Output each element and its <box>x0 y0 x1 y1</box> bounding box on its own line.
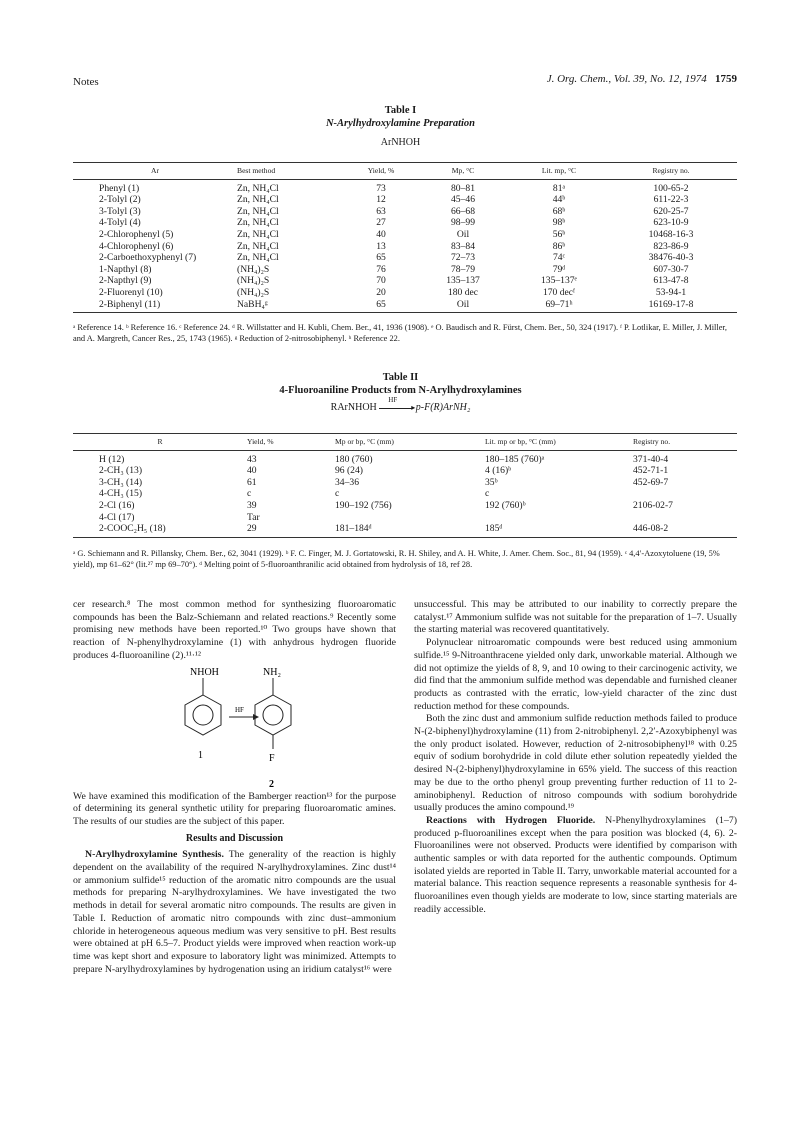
table2-footnote: ᵃ G. Schiemann and R. Pillansky, Chem. Ber., 62, 3041 (1929). ᵇ F. C. Finger, M. J. Gortatowski, R. H. Shiley, and A. H. White, J. Amer. Chem. Soc., 81, 94 (1959). ᶜ 4,4′-Azoxytoluene (19, 5% yield), mp 61–62° (lit.²⁷ mp 69–70°). ᵈ Melting point of 5-fluoroanthranilic acid obtained from hydrolysis of 18, ref 28. <box>73 549 720 570</box>
table1-row-cell: Oil <box>413 299 513 313</box>
table1-col-mp: Mp, °C <box>413 163 513 180</box>
benzene-ring-2 <box>255 695 291 735</box>
table1-row-cell: 98ᵇ <box>552 217 566 229</box>
table2-row <box>73 523 737 537</box>
reaction-scheme <box>73 663 396 791</box>
table1-row <box>73 206 737 218</box>
table2-label: Table II <box>382 372 419 383</box>
table2-row <box>73 450 737 465</box>
table2-row-cell <box>633 512 737 524</box>
table2 <box>73 433 737 538</box>
table1-row <box>73 217 737 229</box>
table1-row-cell: Phenyl (1) <box>99 182 140 194</box>
table1-row-cell: 170 decᶠ <box>542 286 576 298</box>
table1-row-cell: 2-Napthyl (9) <box>99 275 152 287</box>
table1-col-ar: Ar <box>73 163 237 180</box>
scheme-label-2: 2 <box>269 778 274 790</box>
table1-row-cell: 81ᵃ <box>552 182 566 194</box>
table1-row-cell: 2-Carboethoxyphenyl (7) <box>99 252 197 264</box>
table2-arrow: HF ▸ <box>379 407 413 409</box>
table1 <box>73 162 737 313</box>
table2-col-registry: Registry no. <box>633 434 737 451</box>
table2-row-cell <box>633 488 737 500</box>
table2-row-cell: 452-69-7 <box>633 476 669 488</box>
table1-row-cell: Zn, NH₄Cl <box>237 217 279 229</box>
hf-reactions-paragraph <box>414 815 737 917</box>
biphenyl-paragraph: Both the zinc dust and ammonium sulfide reduction methods failed to produce N-(2-biphenyl)hydroxylamine (11) from 2-nitrobiphenyl. 2,2′-Azoxybiphenyl was the only product isolated. However, reduction of 2-nitrosobiphenyl¹⁸ with 0.25 equiv of sodium borohydride in cold dilute ether solution repeatedly yielded the desired N-(2-biphenyl)hydroxylamine in 65% yield. The success of this reaction may be due to the ortho phenyl group preventing further reduction of 11 to 2-aminobiphenyl. Reduction of nitroso compounds with sodium borohydride usually produces the amino compound.¹⁹ <box>414 713 737 814</box>
table1-row-cell: 53-94-1 <box>655 286 687 298</box>
table2-row-cell: 4 (16)ᵇ <box>485 465 512 477</box>
table1-row-cell: 10468-16-3 <box>648 228 694 240</box>
table2-row-cell: 29 <box>247 523 335 537</box>
table1-row-cell: 2-Biphenyl (11) <box>73 299 237 313</box>
table1-row-cell: (NH₄)₂S <box>237 286 270 298</box>
table2-row-cell <box>335 512 485 524</box>
section-heading: Results and Discussion <box>185 832 284 844</box>
table1-row-cell: 2-Fluorenyl (10) <box>99 286 163 298</box>
table1-row-cell: 98–99 <box>451 217 475 229</box>
table2-row-cell: 2106-02-7 <box>633 499 673 511</box>
table2-row <box>73 512 737 524</box>
table1-row-cell: 2-Chlorophenyl (5) <box>99 228 174 240</box>
table2-col-yield: Yield, % <box>247 434 335 451</box>
running-header-right <box>547 73 737 85</box>
table1-row-cell: 607-30-7 <box>653 263 689 275</box>
table1-row-cell: 135–137 <box>446 275 480 287</box>
table2-caption <box>0 371 801 397</box>
benzene-ring-1 <box>185 695 221 735</box>
table1-row <box>73 179 737 194</box>
table1-row-cell: 73 <box>376 182 386 194</box>
table1-row-cell: 63 <box>376 205 386 217</box>
right-column <box>414 599 737 917</box>
table1-row-cell: 80–81 <box>451 182 475 194</box>
table2-body <box>73 450 737 537</box>
table1-row-cell: 68ᵇ <box>552 205 566 217</box>
table2-row-cell: Tar <box>247 511 260 523</box>
table1-row-cell: 623-10-9 <box>653 217 689 229</box>
synthesis-paragraph <box>73 849 396 976</box>
table1-row-cell: 45–46 <box>451 194 475 206</box>
table1-row-cell: 38476-40-3 <box>648 252 694 264</box>
table1-col-litmp: Lit. mp, °C <box>513 163 605 180</box>
table1-row-cell: Zn, NH₄Cl <box>237 228 279 240</box>
table1-row-cell: 135–137ᵉ <box>540 275 578 287</box>
synthesis-text: The generality of the reaction is highly dependent on the availability of the required N-arylhydroxylamines. Zinc dust¹⁴ or ammonium sulfide¹⁵ reduction of the aromatic nitro compounds are the usual methods for preparing N-arylhydroxylamines. We have investigated the two methods in detail for several aromatic nitro compounds. The results are given in Table I. Reduction of aromatic nitro compounds with zinc dust–ammonium chloride in heterogeneous aqueous medium was very sensitive to pH. Best results were obtained at pH 6.5–7. Product yields were improved when reaction work-up time was kept short and exposure to laboratory light was minimized. Attempts to prepare N-arylhydroxylamines by hydrogenation using an iridium catalyst¹⁶ were <box>73 849 396 975</box>
table2-row-cell: 35ᵇ <box>485 476 498 488</box>
table2-row-cell: 2-COOC₂H₅ (18) <box>73 523 247 537</box>
table1-row-cell: 16169-17-8 <box>605 299 737 313</box>
table1-row-cell: 180 dec <box>447 286 479 298</box>
scheme-left-group: NHOH <box>190 666 219 678</box>
table2-row-cell: 180 (760) <box>335 453 373 465</box>
table2-row-cell: 4-Cl (17) <box>99 511 135 523</box>
table2-row-cell: 34–36 <box>335 476 359 488</box>
table2-row <box>73 488 737 500</box>
table2-row-cell: 181–184ᵈ <box>335 523 485 537</box>
table1-row-cell: 100-65-2 <box>653 182 689 194</box>
table1-row-cell: 56ᵇ <box>552 228 566 240</box>
table1-row-cell: 13 <box>376 240 386 252</box>
table2-row-cell: 452-71-1 <box>633 465 669 477</box>
polynuclear-paragraph: Polynuclear nitroaromatic compounds were best reduced using ammonium sulfide.¹⁵ 9-Nitroanthracene yielded only dark, unworkable material. Although we did not optimize the yields of 8, 9, and 10 owing to their carcinogenic activity, we did find that the ammonium sulfide method was dependable and furnished cleaner products as contrasted with the erratic, low-yield character of the zinc dust reduction method for these compounds. <box>414 637 737 712</box>
intro-paragraph: cer research.⁸ The most common method for synthesizing fluoroaromatic compounds has been the Balz-Schiemann and related reactions.⁹ Recently some promising new methods have been reported.¹⁰ Two groups have shown that reaction of N-phenylhydroxylamine (1) with anhydrous hydrogen fluoride produces 4-fluoroaniline (2).¹¹·¹² <box>73 599 396 661</box>
table2-row-cell: 446-08-2 <box>633 523 737 537</box>
table1-row-cell: Zn, NH₄Cl <box>237 194 279 206</box>
table1-row-cell: 76 <box>376 263 386 275</box>
table2-row-cell: H (12) <box>99 453 125 465</box>
table1-label: Table I <box>384 105 417 116</box>
table1-row-cell: 611-22-3 <box>653 194 689 206</box>
scheme-svg <box>73 663 396 791</box>
scheme-arrow-label: HF <box>235 705 244 714</box>
table2-col-r: R <box>73 434 247 451</box>
table2-row-cell: 3-CH₃ (14) <box>99 476 143 488</box>
running-header-left: Notes <box>73 76 99 88</box>
table2-col-mp: Mp or bp, °C (mm) <box>335 434 485 451</box>
table1-row-cell: 4-Chlorophenyl (6) <box>99 240 174 252</box>
table1-row <box>73 194 737 206</box>
table1-row-cell: 40 <box>376 228 386 240</box>
table1-row-cell: 1-Napthyl (8) <box>99 263 152 275</box>
table1-row-cell: 74ᶜ <box>552 252 566 264</box>
table1-row-cell: 66–68 <box>451 205 475 217</box>
table1-row-cell: 65 <box>376 252 386 264</box>
table1-row-cell: (NH₄)₂S <box>237 275 270 287</box>
scheme-label-1: 1 <box>198 749 203 761</box>
table1-row-cell: 70 <box>376 275 386 287</box>
table2-title: 4-Fluoroaniline Products from N-Arylhydroxylamines <box>279 385 522 396</box>
synthesis-run-in-head: N-Arylhydroxylamine Synthesis. <box>85 849 224 861</box>
table1-row-cell: 2-Tolyl (2) <box>99 194 141 206</box>
table1-row-cell: 44ᵇ <box>552 194 566 206</box>
scheme-fluorine: F <box>269 752 275 764</box>
table2-reactant: RArNHOH <box>330 402 377 413</box>
table1-row-cell: NaBH₄ᵍ <box>237 299 349 313</box>
table1-row-cell: 613-47-8 <box>653 275 689 287</box>
table2-row-cell: c <box>335 488 340 500</box>
table1-row <box>73 287 737 299</box>
scheme-right-group: NH₂ <box>263 666 281 678</box>
table2-row-cell: 43 <box>247 453 257 465</box>
left-column <box>73 599 396 976</box>
table2-row <box>73 465 737 477</box>
table1-row-cell: Zn, NH₄Cl <box>237 205 279 217</box>
table1-row-cell: 27 <box>376 217 386 229</box>
table2-row-cell: 39 <box>247 499 257 511</box>
table1-row-cell: 72–73 <box>451 252 475 264</box>
table2-row <box>73 500 737 512</box>
table1-title: N-Arylhydroxylamine Preparation <box>325 118 476 129</box>
table1-row-cell: 20 <box>376 286 386 298</box>
table2-row-cell: 40 <box>247 465 257 477</box>
table1-formula: ArNHOH <box>380 137 421 148</box>
table1-row-cell: Zn, NH₄Cl <box>237 252 279 264</box>
table1-body <box>73 179 737 313</box>
table1-row-cell: 823-86-9 <box>653 240 689 252</box>
table1-row <box>73 275 737 287</box>
table1-row-cell: 65 <box>349 299 413 313</box>
table2-col-litmp: Lit. mp or bp, °C (mm) <box>485 434 633 451</box>
hf-run-in-head: Reactions with Hydrogen Fluoride. <box>426 814 596 826</box>
table1-row-cell: Zn, NH₄Cl <box>237 182 279 194</box>
table2-row-cell: c <box>485 488 490 500</box>
table1-col-yield: Yield, % <box>349 163 413 180</box>
table1-col-method: Best method <box>237 163 349 180</box>
table1-row-cell: 83–84 <box>451 240 475 252</box>
table1-row-cell: 69–71ʰ <box>513 299 605 313</box>
table1-row-cell: 86ᵇ <box>552 240 566 252</box>
table2-arrow-label: HF <box>388 395 398 404</box>
table1-row-cell: (NH₄)₂S <box>237 263 270 275</box>
table2-row-cell: 180–185 (760)ᵃ <box>485 453 545 465</box>
table1-col-registry: Registry no. <box>605 163 737 180</box>
table1-caption <box>0 104 801 130</box>
table2-row-cell: 96 (24) <box>335 465 363 477</box>
table2-product: p-F(R)ArNH₂ <box>415 402 471 413</box>
table2-row-cell: 2-Cl (16) <box>99 499 135 511</box>
table2-row-cell: 371-40-4 <box>633 453 669 465</box>
table1-row <box>73 229 737 241</box>
table2-row-cell <box>485 512 633 524</box>
table1-row-cell: Oil <box>456 228 470 240</box>
table1-row-cell: 620-25-7 <box>653 205 689 217</box>
table2-row-cell: 190–192 (756) <box>335 499 392 511</box>
table1-row-cell: 12 <box>376 194 386 206</box>
table1-row <box>73 252 737 264</box>
table1-row-cell: 79ᵈ <box>552 263 566 275</box>
table1-row <box>73 264 737 276</box>
table1-row <box>73 299 737 313</box>
table2-row-cell: 2-CH₃ (13) <box>99 465 143 477</box>
table1-row-cell: 4-Tolyl (4) <box>99 217 141 229</box>
table1-row <box>73 241 737 253</box>
table1-row-cell: Zn, NH₄Cl <box>237 240 279 252</box>
table2-scheme <box>0 395 801 413</box>
page-number: 1759 <box>715 73 737 85</box>
journal-citation: J. Org. Chem., Vol. 39, No. 12, 1974 <box>546 73 707 85</box>
table2-row <box>73 477 737 489</box>
table2-row-cell: 4-CH₃ (15) <box>99 488 143 500</box>
table2-row-cell: c <box>247 488 252 500</box>
table2-row-cell: 61 <box>247 476 257 488</box>
table1-footnote: ᵃ Reference 14. ᵇ Reference 16. ᶜ Reference 24. ᵈ R. Willstatter and H. Kubli, Chem. Ber., 41, 1936 (1908). ᵉ O. Baudisch and R. Fürst, Chem. Ber., 50, 324 (1917). ᶠ P. Lotlikar, E. Miller, J. Miller, and A. Margreth, Cancer Res., 25, 1743 (1965). ᵍ Reduction of 2-nitrosobiphenyl. ʰ Reference 22. <box>73 323 727 344</box>
table1-header-row <box>73 163 737 180</box>
table2-row-cell: 185ᵈ <box>485 523 633 537</box>
table2-row-cell: 192 (760)ᵇ <box>485 499 526 511</box>
catalyst-paragraph: unsuccessful. This may be attributed to our inability to correctly prepare the catalyst.¹⁷ Ammonium sulfide was not suitable for the preparation of 1–7. Usually the starting material was recovered quantitatively. <box>414 599 737 636</box>
table1-row-cell: 78–79 <box>451 263 475 275</box>
hf-text: N-Phenylhydroxylamines (1–7) produced p-fluoroanilines except when the para position was blocked (4, 6). 2-Fluoroanilines were not observed. Products were identified by comparison with authentic samples or with data reported for the authentic compounds. Optimum isolated yields are reported in Table II. Tarry, unworkable material accounted for a material balance. This reaction sequence represents a reasonable synthesis for 4-fluoroanilines even though yields are moderate to low, since starting materials are readily accessible. <box>414 814 737 915</box>
purpose-paragraph: We have examined this modification of the Bamberger reaction¹³ for the purpose of determining its general synthetic utility for preparing fluoroaromatic amines. The results of our studies are the subject of this paper. <box>73 790 396 827</box>
table1-row-cell: 3-Tolyl (3) <box>99 205 141 217</box>
table2-header-row <box>73 434 737 451</box>
